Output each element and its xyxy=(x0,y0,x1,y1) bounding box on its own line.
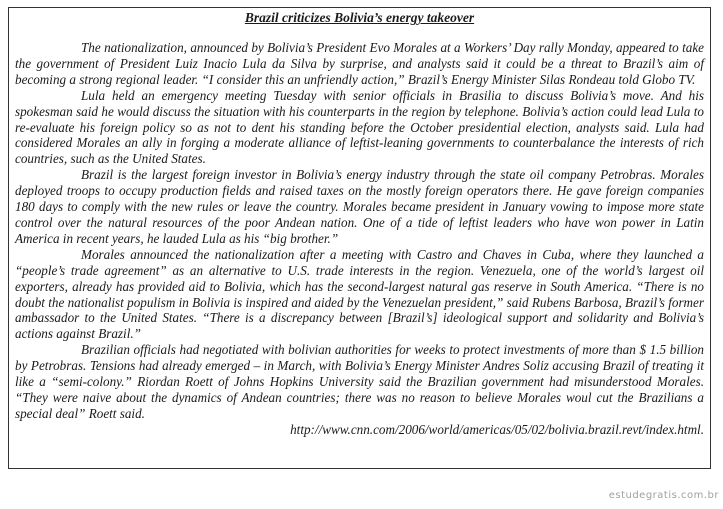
article-title: Brazil criticizes Bolivia’s energy takeover xyxy=(244,10,475,25)
article-paragraph: Brazilian officials had negotiated with bolivian authorities for weeks to protect investments of more than $ 1.5 billion by Petrobras. Tensions had already emerged – in March, with Bolivia’s Energy Minister Andres Soliz accusing Brazil of treating it like a “semi-colony.” Riordan Roett of Johns Hopkins University said the Brazilian government had misunderstood Morales. “They were naive about the dynamics of Andean countries; there was no reason to believe Morales woul cut the Brazilians a special deal” Roett said. xyxy=(15,342,704,421)
article-paragraph: Brazil is the largest foreign investor in Bolivia’s energy industry through the state oil company Petrobras. Morales deployed troops to occupy production fields and raised taxes on the mostly foreign operators there. He gave foreign companies 180 days to comply with the new rules or leave the country. Morales became president in January vowing to impose more state control over the natural resources of the poor Andean nation. One of a tide of leftist leaders who have won power in Latin America in recent years, he lauded Lula as his “big brother.” xyxy=(15,167,704,246)
article-box xyxy=(8,7,711,469)
article-paragraph: Morales announced the nationalization after a meeting with Castro and Chaves in Cuba, where they launched a “people’s trade agreement” as an alternative to U.S. trade interests in the region. Venezuela, one of the world’s largest oil exporters, already has provided aid to Bolivia, which has the second-largest natural gas reserve in South America. “There is no doubt the nationalist populism in Bolivia is inspired and aided by the Venezuelan president,” said Rubens Barbosa, Brazil’s former ambassador to the United States. “There is a discrepancy between [Brazil’s] ideological support and solidarity and Bolivia’s actions against Brazil.” xyxy=(15,246,704,342)
source-url: http://www.cnn.com/2006/world/americas/05/02/bolivia.brazil.revt/index.html. xyxy=(290,421,704,437)
watermark: estudegratis.com.br xyxy=(608,490,719,501)
article-paragraph: The nationalization, announced by Bolivia’s President Evo Morales at a Workers’ Day rally Monday, appeared to take the government of President Luiz Inacio Lula da Silva by surprise, and analysts said it could be a threat to Brazil’s aim of becoming a strong regional leader. “I consider this an unfriendly action,” Brazil’s Energy Minister Silas Rondeau told Globo TV. xyxy=(15,40,704,87)
article-paragraph: Lula held an emergency meeting Tuesday with senior officials in Brasilia to discuss Bolivia’s move. And his spokesman said he would discuss the situation with his counterparts in the region by telephone. Bolivia’s action could lead Lula to re-evaluate his foreign policy so as not to dent his standing before the October presidential election, analysts said. Lula had considered Morales an ally in forging a moderate alliance of leftist-leaning governments to counterbalance the interests of rich countries, such as the United States. xyxy=(15,87,704,167)
